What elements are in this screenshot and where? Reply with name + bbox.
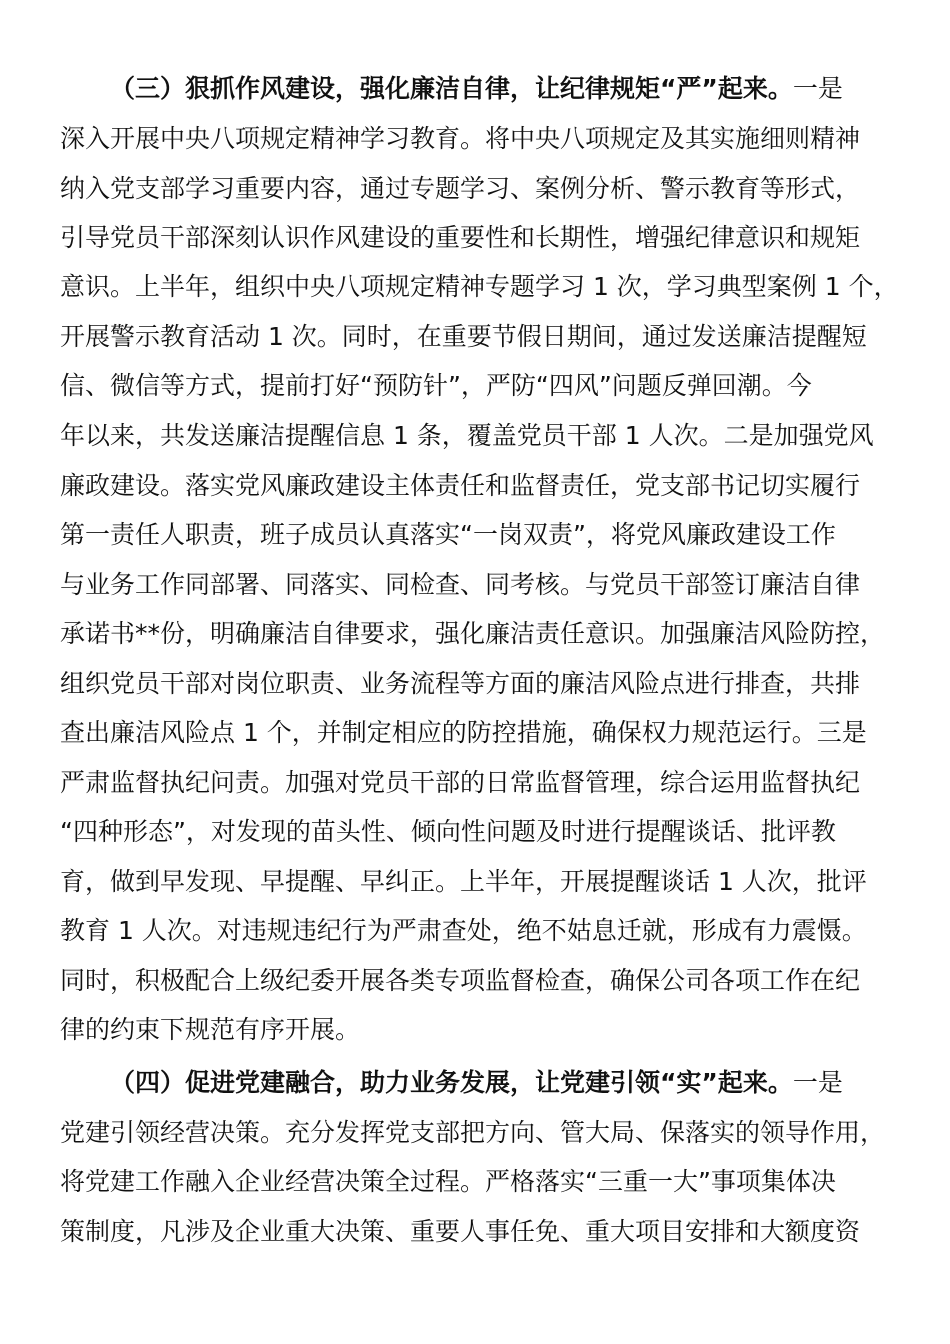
paragraph-line: 开展警示教育活动 1 次。同时，在重要节假日期间，通过发送廉洁提醒短 [60, 322, 867, 351]
paragraph-line: 教育 1 人次。对违规违纪行为严肃查处，绝不姑息迁就，形成有力震慑。 [60, 916, 867, 945]
section3-first-line [60, 64, 890, 114]
paragraph-line: 第一责任人职责，班子成员认真落实“一岗双责”，将党风廉政建设工作 [60, 520, 836, 549]
paragraph-line: 意识。上半年，组织中央八项规定精神专题学习 1 次，学习典型案例 1 个， [60, 272, 899, 301]
paragraph-text: 一是 [792, 1068, 843, 1097]
paragraph-line: 与业务工作同部署、同落实、同检查、同考核。与党员干部签订廉洁自律 [60, 570, 861, 599]
paragraph-line: 年以来，共发送廉洁提醒信息 1 条，覆盖党员干部 1 人次。二是加强党风 [60, 421, 874, 450]
paragraph-line: 查出廉洁风险点 1 个，并制定相应的防控措施，确保权力规范运行。三是 [60, 718, 867, 747]
paragraph-line: 严肃监督执纪问责。加强对党员干部的日常监督管理，综合运用监督执纪 [60, 768, 861, 797]
paragraph-line: 承诺书**份，明确廉洁自律要求，强化廉洁责任意识。加强廉洁风险防控， [60, 619, 886, 648]
paragraph-line: 组织党员干部对岗位职责、业务流程等方面的廉洁风险点进行排查，共排 [60, 669, 861, 698]
section4-heading: （四）促进党建融合，助力业务发展，让党建引领“实”起来。 [110, 1068, 793, 1097]
section4-first-line [60, 1058, 890, 1108]
section3-heading: （三）狠抓作风建设，强化廉洁自律，让纪律规矩“严”起来。 [110, 74, 793, 103]
paragraph-line: 将党建工作融入企业经营决策全过程。严格落实“三重一大”事项集体决 [60, 1167, 836, 1196]
paragraph-line: 律的约束下规范有序开展。 [60, 1015, 361, 1044]
paragraph-line: 深入开展中央八项规定精神学习教育。将中央八项规定及其实施细则精神 [60, 124, 861, 153]
paragraph-line: 引导党员干部深刻认识作风建设的重要性和长期性，增强纪律意识和规矩 [60, 223, 861, 252]
paragraph-line: “四种形态”，对发现的苗头性、倾向性问题及时进行提醒谈话、批评教 [60, 817, 836, 846]
paragraph-line: 策制度，凡涉及企业重大决策、重要人事任免、重大项目安排和大额度资 [60, 1217, 861, 1246]
paragraph-line: 同时，积极配合上级纪委开展各类专项监督检查，确保公司各项工作在纪 [60, 966, 861, 995]
paragraph-text: 一是 [792, 74, 843, 103]
paragraph-line: 纳入党支部学习重要内容，通过专题学习、案例分析、警示教育等形式， [60, 174, 861, 203]
paragraph-line: 育，做到早发现、早提醒、早纠正。上半年，开展提醒谈话 1 人次，批评 [60, 867, 867, 896]
paragraph-line: 廉政建设。落实党风廉政建设主体责任和监督责任，党支部书记切实履行 [60, 471, 861, 500]
paragraph-line: 信、微信等方式，提前打好“预防针”，严防“四风”问题反弹回潮。今 [60, 371, 812, 400]
paragraph-line: 党建引领经营决策。充分发挥党支部把方向、管大局、保落实的领导作用， [60, 1118, 886, 1147]
